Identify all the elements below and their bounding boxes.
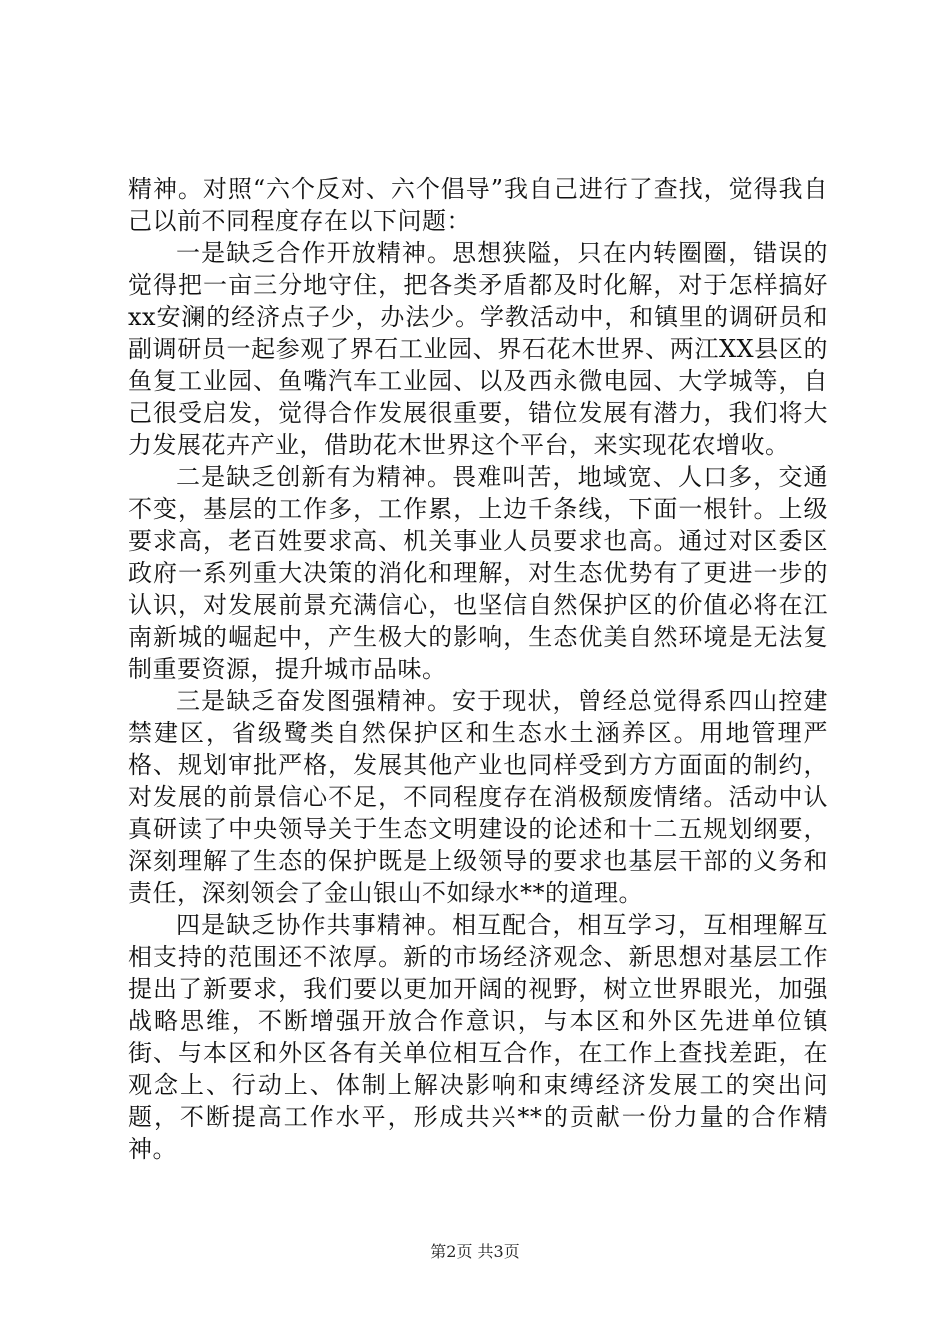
document-body <box>128 173 828 1165</box>
paragraph-issue-2: 二是缺乏创新有为精神。畏难叫苦，地域宽、人口多，交通不变，基层的工作多，工作累，上边千条线，下面一根针。上级要求高，老百姓要求高、机关事业人员要求也高。通过对区委区政府一系列重大决策的消化和理解，对生态优势有了更进一步的认识，对发展前景充满信心，也坚信自然保护区的价值必将在江南新城的崛起中，产生极大的影响，生态优美自然环境是无法复制重要资源，提升城市品味。 <box>128 463 828 683</box>
paragraph-issue-4: 四是缺乏协作共事精神。相互配合，相互学习，互相理解互相支持的范围还不浓厚。新的市场经济观念、新思想对基层工作提出了新要求，我们要以更加开阔的视野，树立世界眼光，加强战略思维，不断增强开放合作意识，与本区和外区先进单位镇街、与本区和外区各有关单位相互合作，在工作上查找差距，在观念上、行动上、体制上解决影响和束缚经济发展工的突出问题，不断提高工作水平，形成共兴**的贡献一份力量的合作精神。 <box>128 911 828 1163</box>
paragraph-issue-1: 一是缺乏合作开放精神。思想狭隘，只在内转圈圈，错误的觉得把一亩三分地守住，把各类矛盾都及时化解，对于怎样搞好xx安澜的经济点子少，办法少。学教活动中，和镇里的调研员和副调研员一起参观了界石工业园、界石花木世界、两江XX县区的鱼复工业园、鱼嘴汽车工业园、以及西永微电园、大学城等，自己很受启发，觉得合作发展很重要，错位发展有潜力，我们将大力发展花卉产业，借助花木世界这个平台，来实现花农增收。 <box>128 239 828 459</box>
paragraph-issue-3: 三是缺乏奋发图强精神。安于现状，曾经总觉得系四山控建禁建区，省级鹭类自然保护区和生态水土涵养区。用地管理严格、规划审批严格，发展其他产业也同样受到方方面面的制约，对发展的前景信心不足，不同程度存在消极颓废情绪。活动中认真研读了中央领导关于生态文明建设的论述和十二五规划纲要，深刻理解了生态的保护既是上级领导的要求也基层干部的义务和责任，深刻领会了金山银山不如绿水**的道理。 <box>128 687 828 907</box>
paragraph-continuation: 精神。对照“六个反对、六个倡导”我自己进行了查找，觉得我自己以前不同程度存在以下问题： <box>128 175 828 235</box>
page-number-footer: 第2页 共3页 <box>430 1242 520 1261</box>
